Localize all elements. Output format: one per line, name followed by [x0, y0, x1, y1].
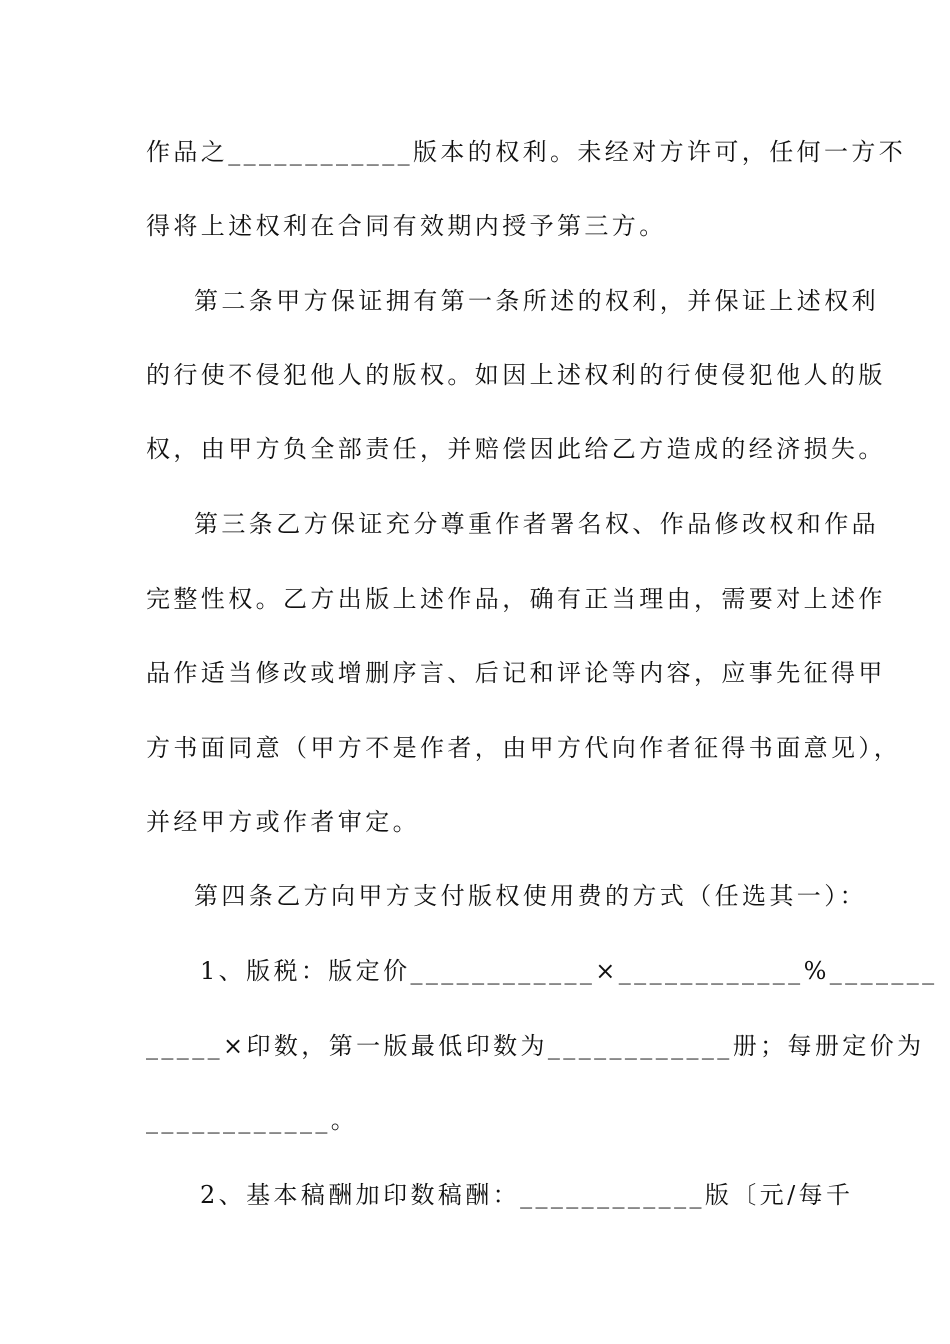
- text-line: 并经甲方或作者审定。: [146, 808, 420, 836]
- text-line: ____________。: [146, 1106, 359, 1134]
- text-line: 品作适当修改或增删序言、后记和评论等内容，应事先征得甲: [146, 659, 886, 687]
- text-line: 得将上述权利在合同有效期内授予第三方。: [146, 212, 667, 240]
- clause-2-basic-remuneration: 2、基本稿酬加印数稿酬：____________版〔元/每千: [200, 1181, 854, 1209]
- paragraph-start-article-2: 第二条甲方保证拥有第一条所述的权利，并保证上述权利: [194, 287, 879, 315]
- text-line: 完整性权。乙方出版上述作品，确有正当理由，需要对上述作: [146, 585, 886, 613]
- text-line: _____×印数，第一版最低印数为____________册；每册定价为: [146, 1032, 925, 1060]
- text-line: 作品之____________版本的权利。未经对方许可，任何一方不: [146, 138, 907, 166]
- text-line: 方书面同意（甲方不是作者，由甲方代向作者征得书面意见），: [146, 734, 902, 762]
- paragraph-start-article-4: 第四条乙方向甲方支付版权使用费的方式（任选其一）：: [194, 882, 867, 910]
- text-line: 权，由甲方负全部责任，并赔偿因此给乙方造成的经济损失。: [146, 435, 886, 463]
- text-line: 的行使不侵犯他人的版权。如因上述权利的行使侵犯他人的版: [146, 361, 886, 389]
- paragraph-start-article-3: 第三条乙方保证充分尊重作者署名权、作品修改权和作品: [194, 510, 879, 538]
- clause-1-royalty: 1、版税：版定价____________×____________%_______: [200, 957, 938, 985]
